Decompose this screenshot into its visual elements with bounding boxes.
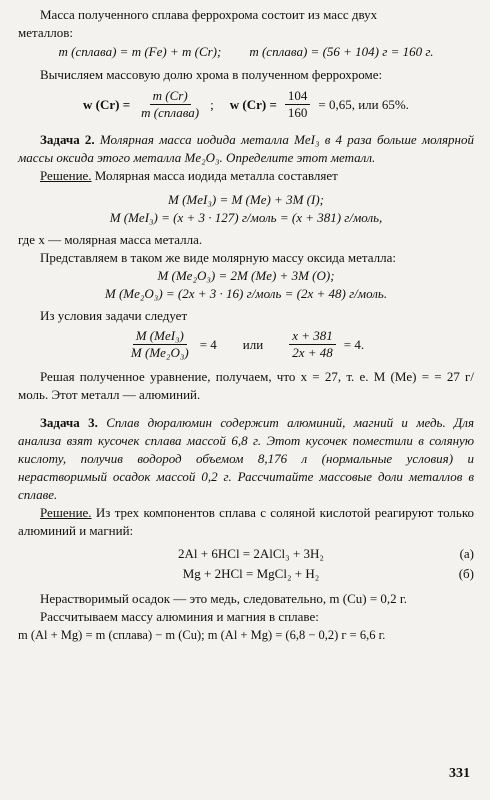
text-line: Масса полученного сплава феррохрома состоит из масс двух <box>40 7 378 22</box>
text-line: Нерастворимый осадок — это медь, следовательно, m (Cu) = 0,2 г. <box>40 591 408 606</box>
text-line: m (Al + Mg) = m (сплава) − m (Cu); m (Al + Mg) = (6,8 − 0,2) г = 6,6 г. <box>18 628 386 642</box>
problem-text: Молярная масса иодида металла MeI₃ в 4 раза больше молярной массы оксида этого металла Me₂O₃. Определите этот металл. <box>18 132 474 165</box>
text-line: где x — молярная масса металла. <box>18 232 203 247</box>
ratio-equation: $\frac{\text{M (MeI₃)}}{\text{M (Me₂O₃)}}$ = 4 или $\frac{x + 381}{2x + 48}$ = 4. <box>18 328 474 361</box>
document-page <box>18 6 474 644</box>
problem-text: Сплав дюралюмин содержит алюминий, магний и медь. Для анализа взят кусочек сплава массой 6,8 г. Этот кусочек поместили в соляную кислоту, получив водород объемом 8,176 л (нормальные условия) и нерастворимый осадок массой 0,2 г. Рассчитайте массовые доли металлов в сплаве. <box>18 415 475 502</box>
problem-3 <box>18 414 474 504</box>
page-number: 331 <box>449 766 470 781</box>
equation: M (Me₂O₃) = 2M (Me) + 3M (O); <box>157 268 335 283</box>
problem-2 <box>18 131 474 167</box>
mass-fraction-equation: w (Cr) = $\frac{m (Cr)}{\text{m (сплава)}}$ ; w (Cr) = $\frac{104}{160}$ = 0,65, или 65%. <box>83 88 409 120</box>
equation: M (Me₂O₃) = (2x + 3 · 16) г/моль = (2x + 48) г/моль. <box>104 286 388 301</box>
text-line: Из условия задачи следует <box>40 308 188 323</box>
reaction-a: 2Al + 6HCl = 2AlCl₃ + 3H₂ (а) <box>178 546 474 561</box>
problem-title: Задача 2. <box>40 132 95 147</box>
text-line: Решая полученное уравнение, получаем, что x = 27, т. е. M (Me) = = 27 г/моль. Этот металл — алюминий. <box>18 369 474 402</box>
equation: m (сплава) = m (Fe) + m (Cr); m (сплава) = (56 + 104) г = 160 г. <box>58 44 434 59</box>
fraction: $\frac{m (Cr)}{\text{m (сплава)}}$ <box>141 88 200 120</box>
solution-line: Решение. Из трех компонентов сплава с соляной кислотой реагируют только алюминий и магний: <box>18 505 474 538</box>
solution-label: Решение. <box>40 505 92 520</box>
problem-title: Задача 3. <box>40 415 98 430</box>
fraction: $\frac{104}{160}$ <box>285 88 311 121</box>
fraction: $\frac{x + 381}{2x + 48}$ <box>289 328 336 361</box>
equation: M (MeI₃) = M (Me) + 3M (I); <box>168 192 324 207</box>
fraction: $\frac{\text{M (MeI₃)}}{\text{M (Me₂O₃)}}$ <box>130 328 189 360</box>
solution-line: Решение. Молярная масса иодида металла составляет <box>40 168 338 183</box>
equation: M (MeI₃) = (x + 3 · 127) г/моль = (x + 381) г/моль, <box>109 210 383 225</box>
text-line: Представляем в таком же виде молярную массу оксида металла: <box>40 250 397 265</box>
text-line: Рассчитываем массу алюминия и магния в сплаве: <box>40 609 319 624</box>
reaction-b: Mg + 2HCl = MgCl₂ + H₂ (б) <box>182 566 474 581</box>
text-line: металлов: <box>18 25 73 40</box>
solution-label: Решение. <box>40 168 92 183</box>
text-line: Вычисляем массовую долю хрома в полученном феррохроме: <box>40 67 383 82</box>
